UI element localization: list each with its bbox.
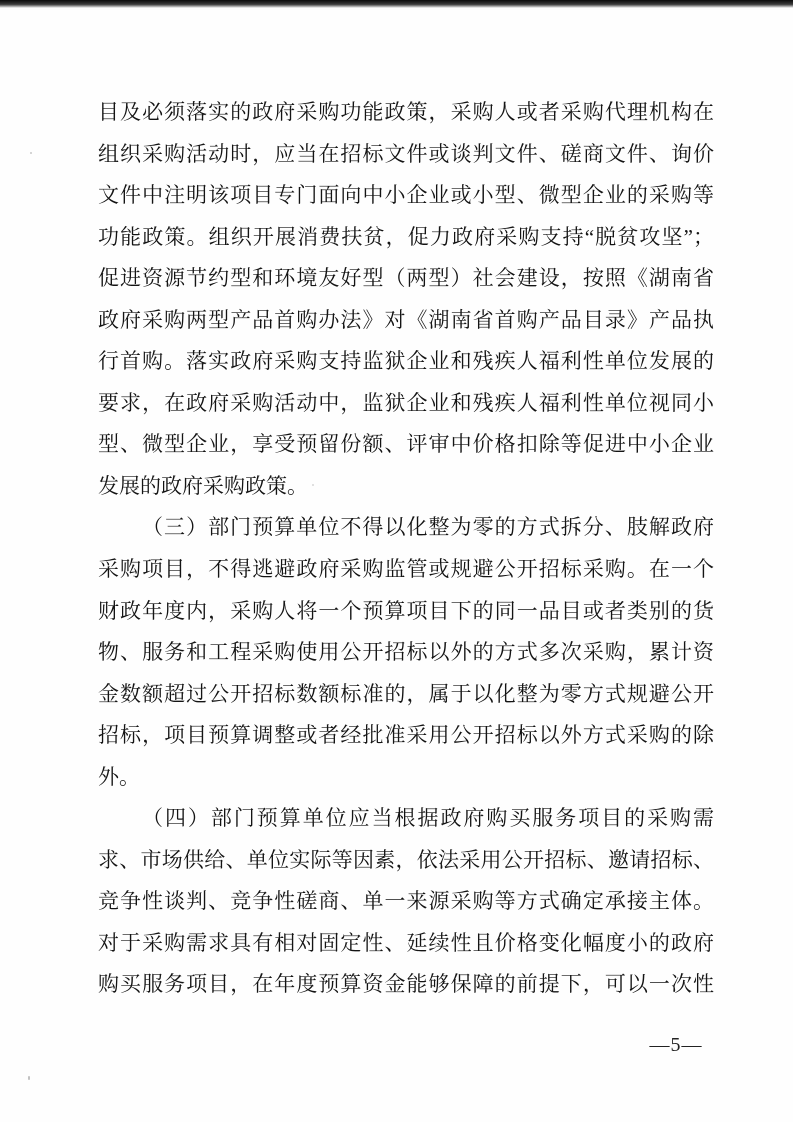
text-line: 对于采购需求具有相对固定性、延续性且价格变化幅度小的政府 [98, 930, 714, 955]
text-line: 功能政策。组织开展消费扶贫，促力政府采购支持“脱贫攻坚”； [98, 224, 714, 249]
text-line: （三）部门预算单位不得以化整为零的方式拆分、肢解政府 [142, 515, 714, 540]
text-line: 购买服务项目，在年度预算资金能够保障的前提下，可以一次性 [98, 972, 714, 997]
text-line: 发展的政府采购政策。 [98, 473, 308, 498]
scan-speck [30, 152, 32, 154]
scan-speck [28, 1076, 30, 1080]
text-line: 目及必须落实的政府采购功能政策，采购人或者采购代理机构在 [98, 100, 714, 124]
text-line: 外。 [98, 764, 140, 789]
text-line: 财政年度内，采购人将一个预算项目下的同一品目或者类别的货 [98, 598, 714, 623]
text-line: 物、服务和工程采购使用公开招标以外的方式多次采购，累计资 [98, 640, 714, 665]
text-line: 竞争性谈判、竞争性磋商、单一来源采购等方式确定承接主体。 [98, 889, 714, 914]
text-line: 政府采购两型产品首购办法》对《湖南省首购产品目录》产品执 [98, 307, 714, 332]
text-line: 促进资源节约型和环境友好型（两型）社会建设，按照《湖南省 [98, 266, 714, 291]
text-line: 型、微型企业，享受预留份额、评审中价格扣除等促进中小企业 [98, 432, 714, 457]
text-line: 组织采购活动时，应当在招标文件或谈判文件、磋商文件、询价 [98, 141, 714, 166]
text-line: （四）部门预算单位应当根据政府购买服务项目的采购需 [142, 806, 714, 831]
text-line: 金数额超过公开招标数额标准的，属于以化整为零方式规避公开 [98, 681, 714, 706]
scan-speck [312, 484, 314, 486]
document-body-text [98, 92, 714, 1006]
scan-artifact-top-edge [0, 0, 793, 8]
text-line: 文件中注明该项目专门面向中小企业或小型、微型企业的采购等 [98, 183, 714, 208]
text-line: 行首购。落实政府采购支持监狱企业和残疾人福利性单位发展的 [98, 349, 714, 374]
text-line: 采购项目，不得逃避政府采购监管或规避公开招标采购。在一个 [98, 557, 714, 582]
text-line: 招标，项目预算调整或者经批准采用公开招标以外方式采购的除 [98, 723, 714, 748]
text-line: 要求，在政府采购活动中，监狱企业和残疾人福利性单位视同小 [98, 390, 714, 415]
text-line: 求、市场供给、单位实际等因素，依法采用公开招标、邀请招标、 [98, 847, 714, 872]
page-number: —5— [649, 1034, 703, 1056]
